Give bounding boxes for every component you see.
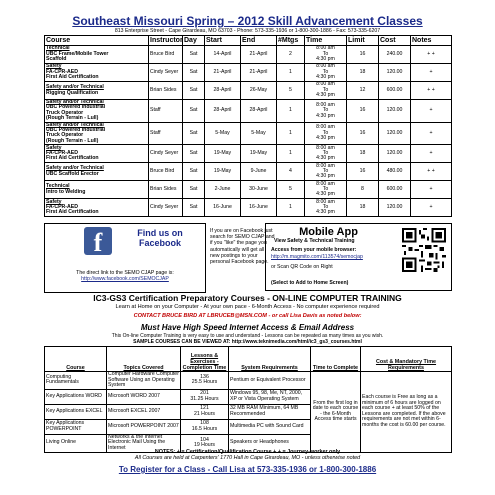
time-line: To xyxy=(322,150,329,157)
ic3-topics-cell: Microsoft EXCEL 2007 xyxy=(107,404,181,419)
day-cell: Sat xyxy=(183,145,205,163)
course-name-line: Safety xyxy=(46,63,62,70)
mobile-app-title: Mobile App xyxy=(299,226,358,238)
cost-cell: 600.00 xyxy=(379,181,411,199)
notes-cell: + + xyxy=(411,46,452,64)
course-name-cell xyxy=(45,122,149,145)
end-date-cell: 30-June xyxy=(241,181,277,199)
facebook-note: If you are on Facebook just search for SEMO CJAP and if you "like" the page you automatically will get all new postings to your personal Facebook page. xyxy=(210,228,275,266)
course-name-line: Safety and/or Technical xyxy=(46,165,104,172)
facebook-url-link[interactable]: http://www.facebook.com/SEMOCJAP xyxy=(81,276,169,282)
meetings-cell: 1 xyxy=(277,145,305,163)
schedule-header-cell: Time xyxy=(305,36,347,46)
notes-cell: + + xyxy=(411,163,452,181)
cost-cell: 480.00 xyxy=(379,163,411,181)
time-line: 4:30 pm xyxy=(316,209,335,216)
course-name-line: (Rough Terrain - Lull) xyxy=(46,137,99,144)
day-cell: Sat xyxy=(183,122,205,145)
time-line: 4:30 pm xyxy=(316,74,335,81)
start-date-cell: 28-April xyxy=(205,100,241,123)
time-line: To xyxy=(322,168,329,175)
time-line: 8:00 am xyxy=(316,180,335,187)
end-date-cell: 9-June xyxy=(241,163,277,181)
schedule-header-cell: Notes xyxy=(411,36,452,46)
facebook-link-block xyxy=(49,270,201,282)
mobile-access-text: Access from your mobile browser: xyxy=(271,247,357,253)
schedule-row xyxy=(45,199,452,217)
ic3-sample-courses-line[interactable]: SAMPLE COURSES CAN BE VIEWED AT: http://www.teknimedia.com/html/ic3_gs3_courses.html xyxy=(133,339,362,345)
ic3-topics-cell: Networks & the Internet Electronic Mail Using the Internet xyxy=(107,434,181,452)
instructor-cell: Staff xyxy=(149,100,183,123)
time-cell xyxy=(305,100,347,123)
start-date-cell: 28-April xyxy=(205,82,241,100)
course-name-line: Safety and/or Technical xyxy=(46,121,104,128)
end-date-cell: 21-April xyxy=(241,46,277,64)
ic3-system-cell: Multimedia PC with Sound Card xyxy=(229,419,311,434)
day-cell: Sat xyxy=(183,82,205,100)
start-date-cell: 16-June xyxy=(205,199,241,217)
register-line[interactable]: To Register for a Class - Call Lisa at 573-335-1936 or 1-800-300-1886 xyxy=(118,465,377,474)
course-name-line: UBC Powered Industrial xyxy=(46,127,106,134)
schedule-row xyxy=(45,64,452,82)
time-line: To xyxy=(322,68,329,75)
time-cell xyxy=(305,82,347,100)
day-cell: Sat xyxy=(183,181,205,199)
ic3-time-to-complete-cell: From the first log in date to each course - the 6-Month Access time starts xyxy=(311,372,361,453)
course-name-line: Intro to Welding xyxy=(46,188,86,195)
cost-cell: 600.00 xyxy=(379,82,411,100)
course-name-line: FA-CPR-AED xyxy=(46,68,78,75)
lessons-hours: 21 Hours xyxy=(193,410,216,417)
location-note: All Courses are held at Carpenters' 1770 Hall in Cape Girardeau, MO - unless otherwise noted xyxy=(134,455,361,461)
time-line: To xyxy=(322,129,329,136)
time-cell xyxy=(305,199,347,217)
instructor-cell: Bruce Bird xyxy=(149,163,183,181)
schedule-row xyxy=(45,82,452,100)
limit-cell: 8 xyxy=(347,181,379,199)
course-name-line: UBC Scaffold Erector xyxy=(46,170,99,177)
time-line: 4:30 pm xyxy=(316,191,335,198)
end-date-cell: 5-May xyxy=(241,122,277,145)
facebook-direct-link-text: The direct link to the SEMO CJAP page is: xyxy=(76,270,174,276)
day-cell: Sat xyxy=(183,199,205,217)
ic3-system-cell: 32 MB RAM Minimum, 64 MB Recommended xyxy=(229,404,311,419)
ic3-cost-cell: Each course is Free as long as a minimum of 6 hours are logged on each course + at least 50% of the Lessons are completed. If the above requirements are not met within 6-months the cost is 60.00 per course. xyxy=(361,372,452,453)
time-line: 4:30 pm xyxy=(316,92,335,99)
schedule-header-cell: End xyxy=(241,36,277,46)
end-date-cell: 19-May xyxy=(241,145,277,163)
instructor-cell: Cindy Seyer xyxy=(149,199,183,217)
time-cell xyxy=(305,163,347,181)
meetings-cell: 5 xyxy=(277,82,305,100)
start-date-cell: 14-April xyxy=(205,46,241,64)
course-name-line: FA-CPR-AED xyxy=(46,204,78,211)
end-date-cell: 26-May xyxy=(241,82,277,100)
lessons-count: 121 xyxy=(200,405,209,412)
end-date-cell: 21-April xyxy=(241,64,277,82)
time-line: To xyxy=(322,107,329,114)
course-name-line: Safety xyxy=(46,144,62,151)
limit-cell: 12 xyxy=(347,82,379,100)
course-name-cell xyxy=(45,145,149,163)
course-name-line: Technical xyxy=(46,183,70,190)
instructor-cell: Brian Sides xyxy=(149,181,183,199)
ic3-system-cell: Pentium or Equivalent Processor xyxy=(229,372,311,390)
mobile-url-link[interactable]: http://m.magmito.com/113574/semocjap xyxy=(271,254,363,260)
lessons-hours: 31.25 Hours xyxy=(190,395,219,402)
notes-cell: + + xyxy=(411,82,452,100)
ic3-course-cell: Computing Fundamentals xyxy=(45,372,107,390)
limit-cell: 18 xyxy=(347,199,379,217)
lessons-hours: 19 Hours xyxy=(193,442,216,449)
mobile-scan-text: or Scan QR Code on Right xyxy=(271,264,333,270)
time-line: To xyxy=(322,50,329,57)
course-name-cell xyxy=(45,64,149,82)
limit-cell: 16 xyxy=(347,46,379,64)
time-line: 4:30 pm xyxy=(316,112,335,119)
time-cell xyxy=(305,46,347,64)
start-date-cell: 19-May xyxy=(205,163,241,181)
course-name-line: UBC Powered Industrial xyxy=(46,104,106,111)
instructor-cell: Brian Sides xyxy=(149,82,183,100)
lessons-count: 104 xyxy=(200,436,209,443)
ic3-lessons-cell xyxy=(181,419,229,434)
meetings-cell: 1 xyxy=(277,199,305,217)
course-name-cell xyxy=(45,82,149,100)
limit-cell: 16 xyxy=(347,100,379,123)
ic3-internet-requirement: Must Have High Speed Internet Access & Email Address xyxy=(140,323,355,332)
lessons-count: 201 xyxy=(200,390,209,397)
limit-cell: 16 xyxy=(347,163,379,181)
ic3-lessons-cell xyxy=(181,372,229,390)
time-line: 8:00 am xyxy=(316,144,335,151)
ic3-topics-cell: Computer Hardware Computer Software Using an Operating System xyxy=(108,371,179,389)
time-cell xyxy=(305,181,347,199)
day-cell: Sat xyxy=(183,163,205,181)
schedule-header-row xyxy=(45,36,452,46)
ic3-header-cell: Time to Complete xyxy=(311,347,361,372)
start-date-cell: 19-May xyxy=(205,145,241,163)
time-line: 4:30 pm xyxy=(316,56,335,63)
ic3-courses-table xyxy=(44,346,452,453)
end-date-cell: 28-April xyxy=(241,100,277,123)
meetings-cell: 4 xyxy=(277,163,305,181)
notes-legend: NOTES: + = Certification/Qualification Course + + = Journey-worker only xyxy=(154,449,341,455)
ic3-header-cell: Cost & Mandatory Time Requirements xyxy=(361,347,452,372)
schedule-header-cell: Limit xyxy=(347,36,379,46)
ic3-header-cell: Lessons & Exercises - Completion Time xyxy=(181,347,229,372)
time-line: 8:00 am xyxy=(316,81,335,88)
schedule-table xyxy=(44,35,452,217)
meetings-cell: 1 xyxy=(277,100,305,123)
limit-cell: 18 xyxy=(347,64,379,82)
time-line: 4:30 pm xyxy=(316,135,335,142)
instructor-cell: Bruce Bird xyxy=(149,46,183,64)
ic3-contact-line[interactable]: CONTACT BRUCE BIRD AT LBRUCEB@MSN.COM - or call Lisa Davis as noted below: xyxy=(133,313,362,319)
ic3-topics-cell: Microsoft POWERPOINT 2007 xyxy=(107,419,181,434)
meetings-cell: 1 xyxy=(277,64,305,82)
ic3-course-cell: Living Online xyxy=(45,434,107,452)
course-name-line: Safety and/or Technical xyxy=(46,99,104,105)
schedule-row xyxy=(45,100,452,123)
course-name-cell xyxy=(45,100,149,123)
mobile-add-text: (Select to Add to Home Screen) xyxy=(271,280,349,286)
course-name-line: Safety and/or Technical xyxy=(46,84,104,91)
ic3-system-cell: Windows 95, 98, Me, NT, 2000, XP or Vista Operating System xyxy=(229,389,311,404)
ic3-header-cell: Course xyxy=(45,347,107,372)
course-name-line: Truck Operator xyxy=(46,132,84,139)
course-name-cell xyxy=(45,46,149,64)
lessons-count: 136 xyxy=(200,373,209,380)
schedule-row xyxy=(45,122,452,145)
time-line: To xyxy=(322,86,329,93)
facebook-f-icon[interactable]: f xyxy=(84,227,112,255)
lessons-count: 108 xyxy=(200,420,209,427)
instructor-cell: Cindy Seyer xyxy=(149,64,183,82)
course-name-line: Scaffold xyxy=(46,56,67,63)
schedule-header-cell: Instructor xyxy=(150,37,183,44)
schedule-row xyxy=(45,46,452,64)
course-name-line: Rigging Qualification xyxy=(46,89,99,96)
mobile-app-subtitle: View Safety & Technical Training xyxy=(274,238,355,244)
instructor-cell: Staff xyxy=(149,122,183,145)
schedule-header-cell: Day xyxy=(183,36,205,46)
course-name-line: FA-CPR-AED xyxy=(46,150,78,157)
ic3-intro-line: Learn at Home on your Computer - At your own pace - 6-Month Access - No computer experience required xyxy=(115,304,380,310)
ic3-course-cell: Key Applications EXCEL xyxy=(45,404,107,419)
meetings-cell: 1 xyxy=(277,122,305,145)
notes-cell: + xyxy=(411,122,452,145)
ic3-header-row xyxy=(45,347,452,372)
instructor-cell: Cindy Seyer xyxy=(149,145,183,163)
time-line: 8:00 am xyxy=(316,101,335,108)
page-title: Southeast Missouri Spring – 2012 Skill Advancement Classes xyxy=(72,14,423,28)
end-date-cell: 16-June xyxy=(241,199,277,217)
time-line: 4:30 pm xyxy=(316,173,335,180)
course-name-line: First Aid Certification xyxy=(46,155,99,162)
ic3-lessons-cell xyxy=(181,389,229,404)
start-date-cell: 5-May xyxy=(205,122,241,145)
cost-cell: 120.00 xyxy=(379,100,411,123)
ic3-heading: IC3-GS3 Certification Preparatory Courses - ON-LINE COMPUTER TRAINING xyxy=(93,293,402,303)
ic3-lessons-cell xyxy=(181,404,229,419)
meetings-cell: 2 xyxy=(277,46,305,64)
course-name-line: First Aid Certification xyxy=(46,209,99,216)
course-name-cell xyxy=(45,199,149,217)
time-cell xyxy=(305,145,347,163)
cost-cell: 120.00 xyxy=(379,145,411,163)
schedule-row xyxy=(45,181,452,199)
mobile-app-box xyxy=(265,223,452,291)
meetings-cell: 5 xyxy=(277,181,305,199)
lessons-hours: 25.5 Hours xyxy=(191,379,218,386)
cost-cell: 120.00 xyxy=(379,64,411,82)
footer-notes xyxy=(0,449,495,461)
time-line: 8:00 am xyxy=(316,45,335,52)
ic3-course-cell: Key Applications WORD xyxy=(45,389,107,404)
ic3-info-line: This On-line Computer Training is very easy to use and understand - Lessons can be repeated as many times as you wish. xyxy=(111,333,384,339)
cost-cell: 120.00 xyxy=(379,122,411,145)
day-cell: Sat xyxy=(183,100,205,123)
notes-cell: + xyxy=(411,181,452,199)
notes-cell: + xyxy=(411,145,452,163)
schedule-header-cell: Start xyxy=(205,36,241,46)
time-line: 8:00 am xyxy=(316,162,335,169)
course-name-line: First Aid Certification xyxy=(46,74,99,81)
course-name-cell xyxy=(45,163,149,181)
ic3-row xyxy=(45,372,452,390)
course-name-line: Truck Operator xyxy=(46,109,84,116)
ic3-course-cell: Key Applications POWERPOINT xyxy=(45,419,107,434)
day-cell: Sat xyxy=(183,46,205,64)
facebook-box xyxy=(44,223,206,293)
course-name-line: Technical xyxy=(46,45,70,52)
schedule-row xyxy=(45,163,452,181)
facebook-label: Find us on Facebook xyxy=(137,228,183,248)
qr-code-icon[interactable] xyxy=(402,228,446,272)
ic3-topics-cell: Microsoft WORD 2007 xyxy=(107,389,181,404)
lessons-hours: 16.5 Hours xyxy=(191,425,218,432)
address-line: 813 Enterprise Street - Cape Girardeau, MO 63703 - Phone: 573-335-1936 or 1-800-300-1886 - Fax: 573-335-6207 xyxy=(114,28,381,34)
time-line: 4:30 pm xyxy=(316,155,335,162)
notes-cell: + xyxy=(411,64,452,82)
schedule-header-cell: #Mtgs xyxy=(277,36,305,46)
schedule-header-cell: Course xyxy=(45,36,149,46)
cost-cell: 120.00 xyxy=(379,199,411,217)
limit-cell: 18 xyxy=(347,145,379,163)
limit-cell: 16 xyxy=(347,122,379,145)
cost-cell: 240.00 xyxy=(379,46,411,64)
start-date-cell: 2-June xyxy=(205,181,241,199)
course-name-line: UBC Frame/Mobile Tower xyxy=(46,50,109,57)
time-cell xyxy=(305,64,347,82)
ic3-system-cell: Speakers or Headphones xyxy=(229,434,311,452)
course-name-cell xyxy=(45,181,149,199)
notes-cell: + xyxy=(411,199,452,217)
time-line: To xyxy=(322,204,329,211)
ic3-header-cell: System Requirements xyxy=(229,347,311,372)
ic3-header-cell: Topics Covered xyxy=(107,347,181,372)
time-line: 8:00 am xyxy=(316,63,335,70)
time-line: 8:00 am xyxy=(316,198,335,205)
schedule-header-cell: Cost xyxy=(379,36,411,46)
time-cell xyxy=(305,122,347,145)
time-line: To xyxy=(322,186,329,193)
schedule-row xyxy=(45,145,452,163)
course-name-line: Safety xyxy=(46,198,62,205)
time-line: 8:00 am xyxy=(316,124,335,131)
course-name-line: (Rough Terrain - Lull) xyxy=(46,115,99,122)
notes-cell: + xyxy=(411,100,452,123)
day-cell: Sat xyxy=(183,64,205,82)
start-date-cell: 21-April xyxy=(205,64,241,82)
